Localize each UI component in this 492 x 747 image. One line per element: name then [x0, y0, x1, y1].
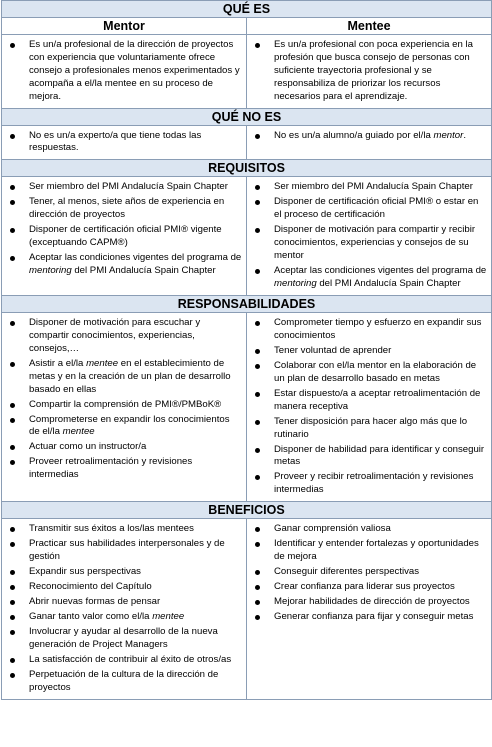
list-item	[8, 224, 242, 250]
requisitos-mentor-cell	[2, 177, 247, 296]
list-item-text: Involucrar y ayudar al desarrollo de la nueva generación de Project Managers	[29, 626, 218, 651]
que-no-es-mentee-cell	[247, 125, 492, 160]
responsabilidades-mentor-list	[2, 313, 246, 486]
list-item-text: Tener, al menos, siete años de experiencia en dirección de proyectos	[29, 196, 225, 221]
section-header-que-no-es: QUÉ NO ES	[2, 108, 492, 125]
list-item-text: Mejorar habilidades de dirección de proyectos	[274, 596, 470, 608]
requisitos-mentee-list	[247, 177, 491, 295]
list-item	[8, 654, 242, 667]
beneficios-mentee-cell	[247, 519, 492, 700]
bullet-icon	[255, 527, 260, 532]
list-item-text: Disponer de motivación para escuchar y compartir conocimientos, experiencias, consejos,…	[29, 316, 201, 354]
list-item	[253, 581, 487, 594]
list-item	[253, 611, 487, 624]
section-header-que-es: QUÉ ES	[2, 1, 492, 18]
bullet-icon	[10, 600, 15, 605]
list-item-text: Disponer de certificación oficial PMI® o estar en el proceso de certificación	[274, 196, 479, 221]
list-item	[8, 317, 242, 356]
bullet-icon	[255, 364, 260, 369]
column-header-mentee: Mentee	[247, 18, 492, 35]
bullet-icon	[255, 600, 260, 605]
list-item-text: Proveer y recibir retroalimentación y revisiones intermedias	[274, 471, 474, 496]
bullet-icon	[255, 615, 260, 620]
bullet-icon	[255, 570, 260, 575]
list-item	[8, 39, 242, 104]
bullet-icon	[10, 445, 15, 450]
list-item	[253, 523, 487, 536]
list-item	[8, 566, 242, 579]
list-item	[8, 181, 242, 194]
comparison-table	[1, 0, 492, 700]
list-item-text: Perpetuación de la cultura de la dirección de proyectos	[29, 669, 219, 693]
list-item-text: Abrir nuevas formas de pensar	[29, 596, 161, 608]
list-item-text: Disponer de motivación para compartir y recibir conocimientos, experiencias y consejos de su mentor	[274, 224, 476, 262]
list-item-text: Actuar como un instructor/a	[29, 441, 147, 453]
bullet-icon	[10, 460, 15, 465]
list-item-text-pre: Aceptar las condiciones vigentes del programa de	[274, 265, 487, 277]
list-item	[253, 416, 487, 442]
list-item-text-pre: Ganar tanto valor como el/la	[29, 611, 153, 623]
section-header-requisitos: REQUISITOS	[2, 160, 492, 177]
que-no-es-mentor-list	[2, 126, 246, 160]
list-item	[253, 196, 487, 222]
list-item-text: Comprometer tiempo y esfuerzo en expandir sus conocimientos	[274, 316, 482, 341]
bullet-icon	[255, 392, 260, 397]
que-no-es-mentee-list	[247, 126, 491, 147]
list-item	[8, 252, 242, 278]
list-item-text: La satisfacción de contribuir al éxito de otros/as	[29, 654, 232, 666]
list-item-text: Ser miembro del PMI Andalucía Spain Chapter	[274, 181, 473, 193]
beneficios-mentor-cell	[2, 519, 247, 700]
que-no-es-mentor-cell	[2, 125, 247, 160]
list-item	[8, 456, 242, 482]
que-es-mentee-list	[247, 35, 491, 108]
responsabilidades-mentee-list	[247, 313, 491, 501]
list-item-text: Tener voluntad de aprender	[274, 344, 392, 356]
bullet-icon	[255, 228, 260, 233]
list-item	[8, 538, 242, 564]
list-item-text: Disponer de habilidad para identificar y conseguir metas	[274, 443, 485, 468]
list-item-text-pre: No es un/a alumno/a guiado por el/la	[274, 129, 434, 141]
list-item	[253, 360, 487, 386]
bullet-icon	[10, 585, 15, 590]
list-item	[8, 596, 242, 609]
bullet-icon	[255, 134, 260, 139]
bullet-icon	[255, 349, 260, 354]
bullet-icon	[10, 527, 15, 532]
list-item-text: Conseguir diferentes perspectivas	[274, 566, 420, 578]
list-item	[253, 538, 487, 564]
list-item	[8, 130, 242, 156]
bullet-icon	[255, 185, 260, 190]
bullet-icon	[10, 43, 15, 48]
list-item	[253, 388, 487, 414]
list-item-text-pre: Asistir a el/la	[29, 357, 87, 369]
list-item-text: No es un/a experto/a que tiene todas las respuestas.	[29, 129, 202, 154]
que-es-mentor-list	[2, 35, 246, 108]
list-item-text-emphasis: mentoring	[274, 277, 317, 289]
list-item-text-emphasis: mentor	[433, 129, 464, 141]
section-header-beneficios: BENEFICIOS	[2, 502, 492, 519]
bullet-icon	[255, 43, 260, 48]
que-es-mentor-cell	[2, 35, 247, 109]
bullet-icon	[10, 570, 15, 575]
bullet-icon	[255, 585, 260, 590]
list-item-text: Generar confianza para fijar y conseguir metas	[274, 611, 474, 623]
list-item	[8, 414, 242, 440]
list-item-text-emphasis: mentee	[152, 611, 185, 623]
bullet-icon	[10, 403, 15, 408]
list-item-text-pre: Aceptar las condiciones vigentes del programa de	[29, 252, 242, 264]
bullet-icon	[10, 321, 15, 326]
section-header-responsabilidades: RESPONSABILIDADES	[2, 295, 492, 312]
list-item	[253, 265, 487, 291]
list-item	[253, 471, 487, 497]
requisitos-mentor-list	[2, 177, 246, 282]
bullet-icon	[10, 658, 15, 663]
list-item-text: Disponer de certificación oficial PMI® vigente (exceptuando CAPM®)	[29, 224, 222, 249]
bullet-icon	[255, 200, 260, 205]
column-header-mentor: Mentor	[2, 18, 247, 35]
bullet-icon	[10, 134, 15, 139]
list-item	[8, 399, 242, 412]
beneficios-mentee-list	[247, 519, 491, 628]
bullet-icon	[255, 448, 260, 453]
bullet-icon	[10, 228, 15, 233]
list-item-text: Proveer retroalimentación y revisiones intermedias	[29, 456, 193, 481]
list-item	[8, 358, 242, 397]
list-item	[253, 224, 487, 263]
list-item-text: Colaborar con el/la mentor en la elaboración de un plan de desarrollo basado en metas	[274, 359, 477, 384]
list-item	[253, 317, 487, 343]
list-item-text-emphasis: mentee	[86, 357, 119, 369]
bullet-icon	[255, 475, 260, 480]
list-item	[8, 611, 242, 624]
list-item-text: Reconocimiento del Capítulo	[29, 581, 152, 593]
list-item-text: Tener disposición para hacer algo más que lo rutinario	[274, 415, 468, 440]
list-item	[253, 566, 487, 579]
responsabilidades-mentee-cell	[247, 312, 492, 501]
bullet-icon	[10, 256, 15, 261]
bullet-icon	[10, 542, 15, 547]
bullet-icon	[10, 418, 15, 423]
bullet-icon	[10, 630, 15, 635]
list-item-text: Ganar comprensión valiosa	[274, 523, 391, 535]
list-item	[8, 669, 242, 695]
bullet-icon	[10, 362, 15, 367]
list-item-text: Compartir la comprensión de PMI®/PMBoK®	[29, 398, 222, 410]
list-item	[253, 345, 487, 358]
list-item	[8, 581, 242, 594]
list-item	[8, 626, 242, 652]
list-item	[253, 181, 487, 194]
beneficios-mentor-list	[2, 519, 246, 699]
bullet-icon	[255, 321, 260, 326]
bullet-icon	[255, 542, 260, 547]
list-item-text-post: del PMI Andalucía Spain Chapter	[71, 265, 216, 277]
list-item	[253, 444, 487, 470]
list-item	[8, 441, 242, 454]
list-item-text: Es un/a profesional con poca experiencia en la profesión que busca consejo de personas con suficiente trayectoria profesional y se responsabiliza de priorizar los recursos necesarios para el aprendizaje.	[274, 39, 473, 102]
list-item-text: Estar dispuesto/a a aceptar retroalimentación de manera receptiva	[274, 387, 481, 412]
que-es-mentee-cell	[247, 35, 492, 109]
list-item-text: Expandir sus perspectivas	[29, 566, 141, 578]
list-item-text-pre: Comprometerse en expandir los conocimientos de el/la	[29, 413, 230, 438]
list-item-text: Crear confianza para liderar sus proyectos	[274, 581, 455, 593]
bullet-icon	[10, 673, 15, 678]
list-item	[8, 523, 242, 536]
bullet-icon	[255, 269, 260, 274]
list-item-text-post: .	[463, 129, 466, 141]
list-item-text: Transmitir sus éxitos a los/las mentees	[29, 523, 194, 535]
bullet-icon	[255, 420, 260, 425]
list-item-text: Es un/a profesional de la dirección de proyectos con experiencia que voluntariamente ofrece consejo a profesionales menos experimentados y acompaña a el/la mentee en su proceso de mejora.	[29, 39, 240, 102]
bullet-icon	[10, 200, 15, 205]
requisitos-mentee-cell	[247, 177, 492, 296]
list-item-text-post: en el establecimiento de metas y en la creación de un plan de desarrollo basado en ellas	[29, 357, 231, 395]
bullet-icon	[10, 615, 15, 620]
list-item	[253, 39, 487, 104]
bullet-icon	[10, 185, 15, 190]
list-item-text: Practicar sus habilidades interpersonales y de gestión	[29, 538, 225, 563]
responsabilidades-mentor-cell	[2, 312, 247, 501]
list-item	[8, 196, 242, 222]
mentoring-comparison-document	[1, 0, 491, 700]
list-item-text-emphasis: mentoring	[29, 265, 72, 277]
list-item-text-post: del PMI Andalucía Spain Chapter	[316, 277, 461, 289]
list-item-text: Identificar y entender fortalezas y oportunidades de mejora	[274, 538, 479, 563]
list-item	[253, 596, 487, 609]
list-item-text: Ser miembro del PMI Andalucía Spain Chapter	[29, 181, 228, 193]
list-item	[253, 130, 487, 143]
list-item-text-emphasis: mentee	[62, 426, 95, 438]
